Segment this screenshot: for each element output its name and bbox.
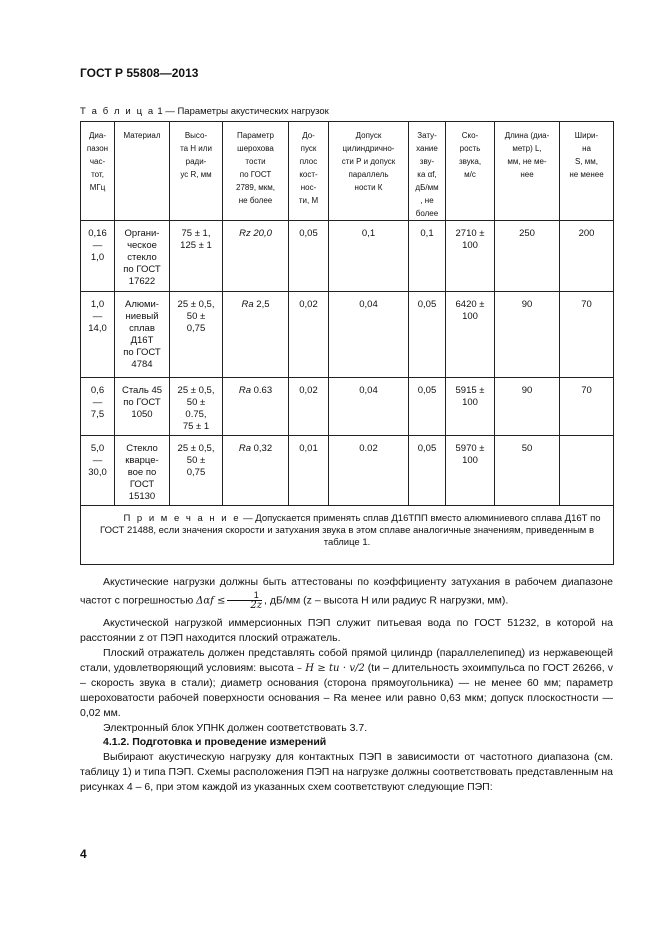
header-cell xyxy=(223,122,289,221)
cell-length: 90 xyxy=(495,378,560,436)
cell-material: Сталь 45 по ГОСТ 1050 xyxy=(115,378,170,436)
cell-material: Органи- ческое стекло по ГОСТ 17622 xyxy=(115,221,170,292)
fraction-numerator: 1 xyxy=(227,590,262,601)
roughness-value: 0,32 xyxy=(251,443,273,454)
header-height: Высо- та H или ради- ус R, мм xyxy=(180,131,212,179)
cell-freq: 0,16 — 1,0 xyxy=(81,221,115,292)
header-cell xyxy=(115,122,170,221)
cell-flatness: 0,02 xyxy=(289,292,329,378)
paragraph-electronic-unit: Электронный блок УПНК должен соответствовать 3.7. xyxy=(103,722,368,734)
cell-length: 250 xyxy=(495,221,560,292)
header-cell xyxy=(495,122,560,221)
p1-fraction xyxy=(227,590,262,611)
roughness-param: Ra xyxy=(238,443,251,454)
header-width: Шири- на S, мм, не менее xyxy=(569,131,604,179)
roughness-param: Rz 20,0 xyxy=(239,228,272,239)
roughness-param: Ra xyxy=(241,299,254,310)
cell-roughness xyxy=(223,292,289,378)
cell-attenuation: 0,05 xyxy=(409,292,446,378)
cell-height: 25 ± 0,5, 50 ± 0,75 xyxy=(170,292,223,378)
cell-flatness: 0,05 xyxy=(289,221,329,292)
cell-roughness xyxy=(223,221,289,292)
header-cell xyxy=(289,122,329,221)
header-cell xyxy=(446,122,495,221)
p1-text-a: Акустические нагрузки должны быть аттестованы по коэффициенту затухания в рабочем диапазоне частот с погрешностью xyxy=(80,576,613,607)
table-caption-label: Т а б л и ц а xyxy=(80,106,155,117)
cell-flatness: 0,01 xyxy=(289,436,329,506)
cell-width: 70 xyxy=(560,292,614,378)
table-caption xyxy=(80,106,329,117)
cell-height: 25 ± 0,5, 50 ± 0,75 xyxy=(170,436,223,506)
paragraph-calibration xyxy=(80,575,613,611)
cell-width xyxy=(560,436,614,506)
cell-speed: 6420 ± 100 xyxy=(446,292,495,378)
cell-speed: 5915 ± 100 xyxy=(446,378,495,436)
roughness-value: 0.63 xyxy=(251,385,273,396)
cell-height: 25 ± 0,5, 50 ± 0.75, 75 ± 1 xyxy=(170,378,223,436)
header-freq: Диа- пазон час- тот, МГц xyxy=(86,131,109,192)
cell-freq: 5,0 — 30,0 xyxy=(81,436,115,506)
cell-cylindricity: 0,04 xyxy=(329,292,409,378)
header-cell xyxy=(81,122,115,221)
cell-length: 50 xyxy=(495,436,560,506)
parameters-table xyxy=(80,121,614,565)
header-cell xyxy=(170,122,223,221)
paragraph-reflector xyxy=(80,646,613,721)
section-heading: 4.1.2. Подготовка и проведение измерений xyxy=(103,736,327,748)
cell-attenuation: 0,05 xyxy=(409,378,446,436)
roughness-param: Ra xyxy=(238,385,251,396)
table-note xyxy=(81,506,614,565)
p3-text-a: Плоский отражатель должен представлять собой прямой цилиндр (параллелепипед) из нержавеющей стали, удовлетворяющий условиям: высота xyxy=(80,647,613,674)
document-header: ГОСТ Р 55808—2013 xyxy=(80,66,199,80)
cell-length: 90 xyxy=(495,292,560,378)
header-roughness: Параметр шерохова тости по ГОСТ 2789, мкм, не более xyxy=(236,131,275,205)
table-row xyxy=(81,292,614,378)
p3-formula: – H ≥ tи · v/2 xyxy=(296,663,365,674)
table-caption-text: 1 — Параметры акустических нагрузок xyxy=(157,106,329,117)
page-number: 4 xyxy=(80,847,87,861)
cell-cylindricity: 0,04 xyxy=(329,378,409,436)
cell-attenuation: 0,05 xyxy=(409,436,446,506)
cell-material: Стекло кварце- вое по ГОСТ 15130 xyxy=(115,436,170,506)
table-row xyxy=(81,436,614,506)
paragraph-immersion: Акустической нагрузкой иммерсионных ПЭП служит питьевая вода по ГОСТ 51232, в которой на расстоянии z от ПЭП находится плоский отражатель. xyxy=(80,617,613,644)
header-cell xyxy=(409,122,446,221)
cell-freq: 1,0 — 14,0 xyxy=(81,292,115,378)
note-text: — Допускается применять сплав Д16ТПП вместо алюминиевого сплава Д16Т по ГОСТ 21488, если значения скорости и затухания звука в этом сплаве аналогичные значениям, приведенным в таблице 1. xyxy=(99,513,601,548)
header-attenuation: Зату- хание зву- ка αf, дБ/мм , не более xyxy=(415,131,439,218)
table-row xyxy=(81,221,614,292)
cell-attenuation: 0,1 xyxy=(409,221,446,292)
table-note-row xyxy=(81,506,614,565)
note-label: П р и м е ч а н и е xyxy=(123,513,241,524)
cell-speed: 5970 ± 100 xyxy=(446,436,495,506)
roughness-value: 2,5 xyxy=(253,299,270,310)
cell-flatness: 0,02 xyxy=(289,378,329,436)
header-cylindricity: Допуск цилиндрично- сти Р и допуск параллель ности К xyxy=(341,131,396,192)
cell-cylindricity: 0,1 xyxy=(329,221,409,292)
cell-roughness xyxy=(223,378,289,436)
header-cell xyxy=(329,122,409,221)
p1-text-b: , дБ/мм (z – высота H или радиус R нагрузки, мм). xyxy=(264,594,509,607)
header-length: Длина (диа- метр) L, мм, не ме- нее xyxy=(504,131,550,179)
cell-cylindricity: 0.02 xyxy=(329,436,409,506)
fraction-denominator: 2z xyxy=(250,600,263,611)
p1-formula: Δαf ≤ xyxy=(196,595,226,607)
table-row xyxy=(81,378,614,436)
table-header-row xyxy=(81,122,614,221)
header-material: Материал xyxy=(123,131,161,140)
cell-freq: 0,6 — 7,5 xyxy=(81,378,115,436)
p3-text-b: (tи – длительность эхоимпульса по ГОСТ 26266, v – скорость звука в стали); диаметр основания (сторона прямоугольника) — не менее 60 мм; параметр шероховатости рабочей поверхности основания – Ra менее или равно 0,63 мкм; допуск плоскостности — 0,02 мм. xyxy=(80,662,613,719)
cell-roughness xyxy=(223,436,289,506)
header-cell xyxy=(560,122,614,221)
header-flatness: До- пуск плос кост- нос- ти, М xyxy=(298,131,319,205)
cell-material: Алюми- ниевый сплав Д16Т по ГОСТ 4784 xyxy=(115,292,170,378)
cell-speed: 2710 ± 100 xyxy=(446,221,495,292)
paragraph-selection: Выбирают акустическую нагрузку для контактных ПЭП в зависимости от частотного диапазона (см. таблицу 1) и типа ПЭП. Схемы расположения ПЭП на нагрузке должны соответствовать представленным на рисунках 4 – 6, при этом каждой из указанных схем соответствуют следующие ПЭП: xyxy=(80,751,613,793)
cell-width: 200 xyxy=(560,221,614,292)
cell-width: 70 xyxy=(560,378,614,436)
cell-height: 75 ± 1, 125 ± 1 xyxy=(170,221,223,292)
header-speed: Ско- рость звука, м/с xyxy=(458,131,482,179)
